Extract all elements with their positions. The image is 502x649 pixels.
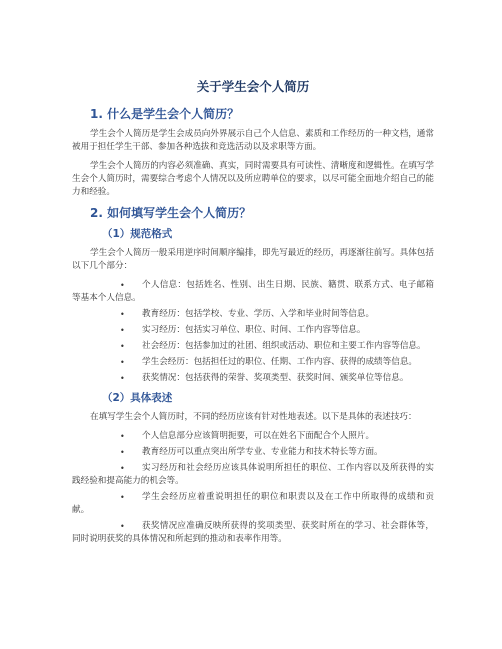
bullet-icon: • bbox=[120, 493, 125, 502]
list-item: • 个人信息：包括姓名、性别、出生日期、民族、籍贯、联系方式、电子邮箱等基本个人信息。 bbox=[72, 280, 434, 303]
bullet-icon: • bbox=[120, 358, 125, 367]
subsection-expression-intro: 在填写学生会个人简历时，不同的经历应该有针对性地表述。以下是具体的表述技巧： bbox=[90, 412, 417, 422]
section-1-heading: 1. 什么是学生会个人简历？ bbox=[90, 107, 240, 121]
bullet-icon: • bbox=[120, 326, 125, 335]
bullet-icon: • bbox=[120, 448, 125, 457]
bullet-icon: • bbox=[120, 374, 125, 383]
list-item: • 获奖情况应准确反映所获得的奖项类型、获奖时所在的学习、社会群体等，同时说明获奖的具体情况和所起到的推动和表率作用等。 bbox=[72, 521, 434, 544]
list-item: • 获奖情况：包括获得的荣誉、奖项类型、获奖时间、颁奖单位等信息。 bbox=[120, 373, 409, 383]
list-item: • 学生会经历：包括担任过的职位、任期、工作内容、获得的成绩等信息。 bbox=[120, 357, 418, 367]
list-item: • 教育经历：包括学校、专业、学历、入学和毕业时间等信息。 bbox=[120, 309, 375, 319]
bullet-icon: • bbox=[120, 281, 125, 290]
bullet-icon: • bbox=[120, 342, 125, 351]
list-item: • 实习经历和社会经历应该具体说明所担任的职位、工作内容以及所获得的实践经验和提高能力的机会等。 bbox=[72, 463, 434, 486]
section-1-paragraph-1: 学生会个人简历是学生会成员向外界展示自己个人信息、素质和工作经历的一种文档，通常被用于担任学生干部、参加各种选拔和竞选活动以及求职等方面。 bbox=[72, 129, 434, 152]
section-2-heading: 2. 如何填写学生会个人简历？ bbox=[90, 206, 252, 220]
subsection-expression-heading: （2）具体表述 bbox=[102, 392, 173, 404]
subsection-format-heading: （1）规范格式 bbox=[102, 228, 173, 240]
list-item: • 社会经历：包括参加过的社团、组织或活动、职位和主要工作内容等信息。 bbox=[120, 341, 426, 351]
bullet-icon: • bbox=[120, 432, 125, 441]
bullet-icon: • bbox=[120, 522, 125, 531]
document-title: 关于学生会个人简历 bbox=[196, 79, 310, 94]
subsection-format-intro: 学生会个人简历一般采用逆序时间顺序编排，即先写最近的经历，再逐渐往前写。具体包括以下几个部分： bbox=[72, 248, 434, 271]
list-item: • 实习经历：包括实习单位、职位、时间、工作内容等信息。 bbox=[120, 325, 366, 335]
bullet-icon: • bbox=[120, 310, 125, 319]
list-item: • 教育经历可以重点突出所学专业、专业能力和技术特长等方面。 bbox=[120, 447, 383, 457]
format-list bbox=[72, 279, 434, 385]
list-item: • 学生会经历应着重说明担任的职位和职责以及在工作中所取得的成绩和贡献。 bbox=[72, 492, 434, 515]
bullet-icon: • bbox=[120, 464, 125, 473]
section-1-paragraph-2: 学生会个人简历的内容必须准确、真实，同时需要具有可读性、清晰度和逻辑性。在填写学生会个人简历时，需要综合考虑个人情况以及所应聘单位的要求，以尽可能全面地介绍自己的能力和经验。 bbox=[72, 161, 434, 197]
expression-list bbox=[72, 430, 434, 546]
list-item: • 个人信息部分应该简明扼要，可以在姓名下面配合个人照片。 bbox=[120, 431, 375, 441]
